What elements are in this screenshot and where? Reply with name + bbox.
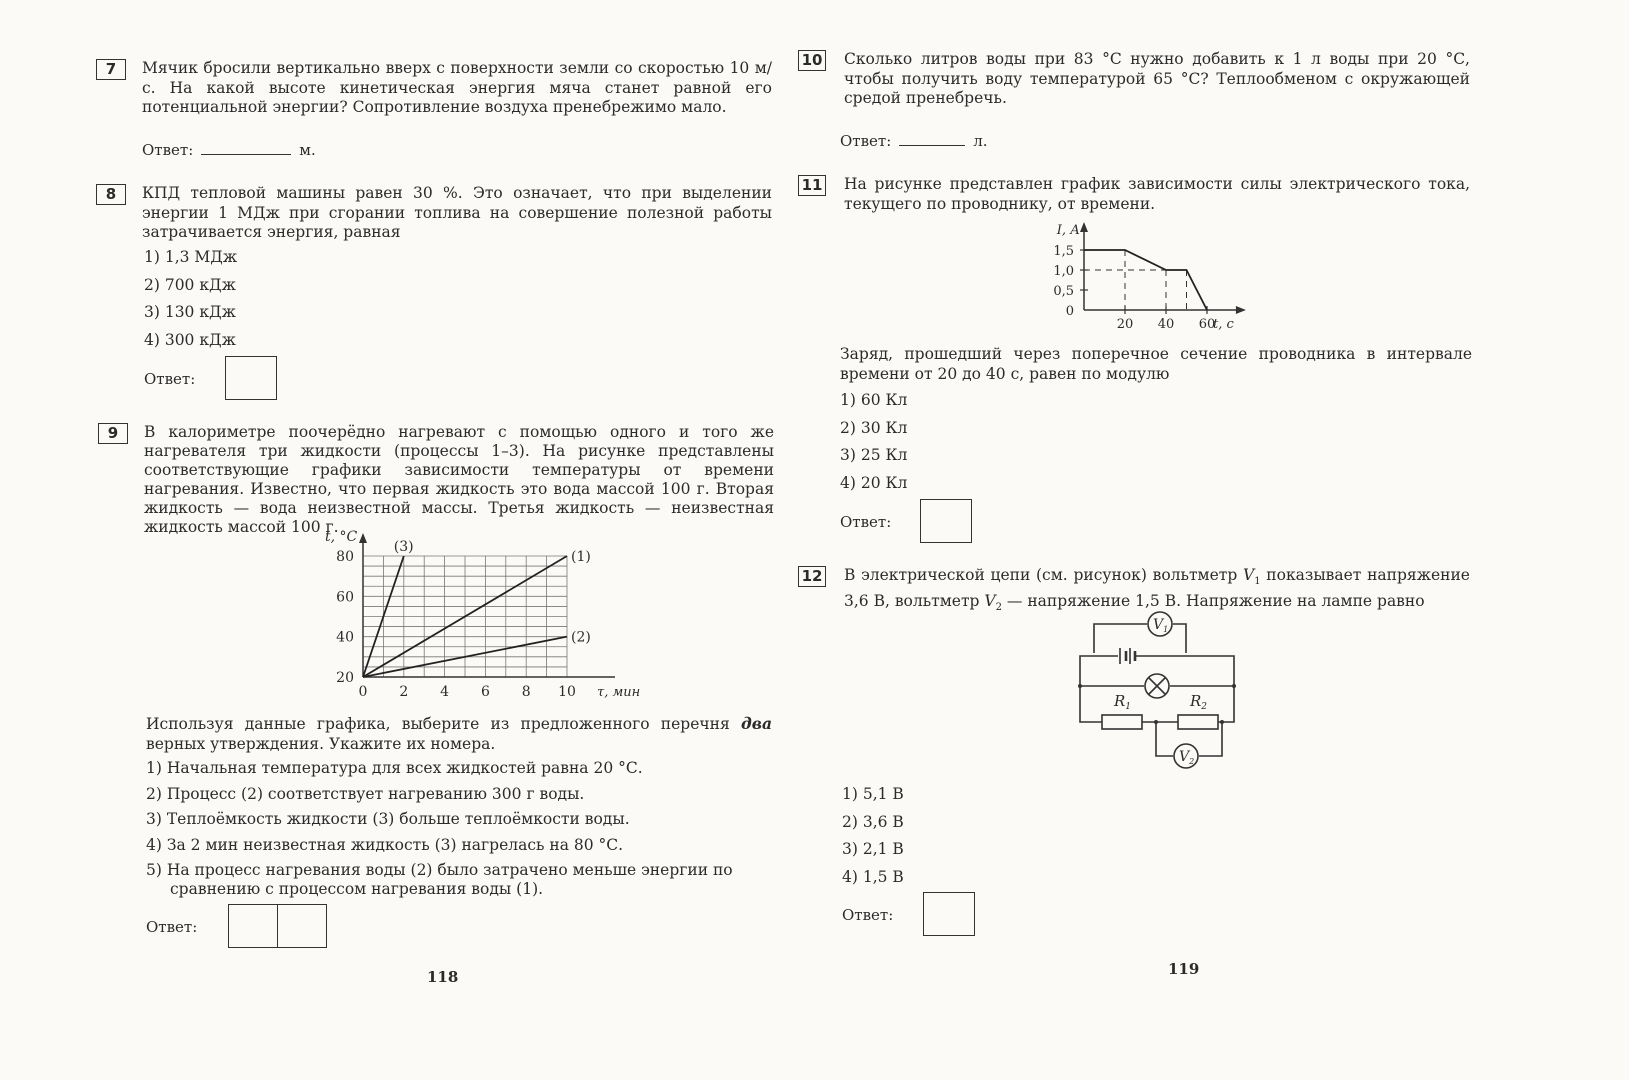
x-axis-label: t, с: [1213, 317, 1234, 332]
task-number: 7: [96, 59, 126, 80]
left-page: [0, 0, 814, 1080]
page-number: 118: [427, 968, 459, 986]
instruction-emphasis: два: [741, 714, 772, 733]
y-tick-label: 0: [1065, 304, 1074, 319]
answer-unit: м.: [299, 141, 316, 159]
chart-labels: [1053, 223, 1234, 332]
junction-dot: [1078, 684, 1082, 688]
junction-dot: [1232, 684, 1236, 688]
answer-label: Ответ:: [840, 132, 892, 150]
option[interactable]: 1) Начальная температура для всех жидкостей равна 20 °С.: [146, 759, 643, 777]
chart-series: [1084, 250, 1207, 310]
subscript: 2: [995, 601, 1002, 613]
voltmeter-1-symbol: V: [1242, 566, 1255, 584]
task-11-options: [840, 391, 907, 501]
answer-box[interactable]: [920, 499, 972, 543]
temperature-chart: [320, 527, 640, 707]
task-10-answer: [840, 131, 988, 150]
option[interactable]: 4) 20 Кл: [840, 473, 908, 492]
option[interactable]: 2) Процесс (2) соответствует нагреванию 300 г воды.: [146, 784, 585, 803]
x-tick-label: 6: [480, 684, 490, 700]
task-number: 12: [798, 566, 826, 587]
answer-label: Ответ:: [840, 513, 892, 531]
task-9-options: [146, 759, 772, 899]
task-number: 8: [96, 184, 126, 205]
task-8-options: [144, 248, 237, 358]
x-tick-label: 0: [358, 684, 368, 700]
y-axis-label: t, °С: [325, 529, 358, 545]
x-axis-arrow: [1236, 306, 1246, 314]
task-text-part: показывает напряжение 3,6 В, вольтметр: [844, 566, 1470, 610]
y-tick-label: 1,5: [1053, 244, 1074, 259]
subscript: 1: [1254, 576, 1261, 588]
y-tick-label: 20: [336, 670, 354, 686]
series-label: (2): [571, 629, 591, 646]
right-page: [801, 0, 1629, 1080]
task-text: Мячик бросили вертикально вверх с поверхности земли со скоростью 10 м/с. На какой высоте кинетическая энергия мяча станет равной его потенциальной энергии? Сопротивление воздуха пренебрежимо мало.: [142, 59, 772, 116]
task-11-question: Заряд, прошедший через поперечное сечение проводника в интервале времени от 20 до 40 с, равен по модулю: [840, 345, 1472, 383]
x-tick-label: 10: [558, 684, 576, 700]
voltmeter-2-label: $V_2$: [1179, 749, 1195, 766]
series-line: [1084, 250, 1207, 310]
y-tick-label: 60: [336, 589, 354, 606]
resistor-1-icon: [1102, 715, 1142, 729]
answer-label: Ответ:: [146, 918, 198, 936]
x-tick-label: 60: [1198, 317, 1216, 332]
option[interactable]: 3) Теплоёмкость жидкости (3) больше теплоёмкости воды.: [146, 810, 630, 828]
option[interactable]: 1) 1,3 МДж: [144, 248, 238, 266]
y-tick-label: 1,0: [1053, 264, 1074, 279]
option[interactable]: 3) 25 Кл: [840, 446, 908, 464]
circuit-diagram: [1070, 606, 1250, 776]
option[interactable]: 4) 1,5 В: [842, 867, 904, 886]
option[interactable]: 3) 130 кДж: [144, 303, 236, 321]
y-tick-label: 40: [336, 629, 354, 646]
wire: [1218, 686, 1234, 722]
task-number: 11: [798, 175, 826, 196]
wire: [1080, 686, 1102, 722]
instruction-text: Используя данные графика, выберите из предложенного перечня: [146, 715, 730, 733]
option[interactable]: 1) 5,1 В: [842, 785, 904, 803]
y-tick-label: 0,5: [1053, 284, 1074, 299]
page-number: 119: [1168, 960, 1200, 978]
task-text: На рисунке представлен график зависимости силы электрического тока, текущего по проводнику, от времени.: [844, 175, 1470, 213]
x-tick-label: 2: [399, 684, 409, 700]
option[interactable]: 2) 30 Кл: [840, 418, 908, 437]
task-number: 9: [98, 423, 128, 444]
answer-blank[interactable]: [899, 131, 965, 146]
x-tick-label: 8: [521, 684, 531, 700]
x-tick-label: 20: [1116, 317, 1134, 332]
option[interactable]: 5) На процесс нагревания воды (2) было затрачено меньше энергии по сравнению с процессом нагревания воды (1).: [146, 861, 733, 898]
series-label: (3): [393, 539, 414, 555]
x-axis-label: τ, мин: [597, 685, 640, 700]
option[interactable]: 4) За 2 мин неизвестная жидкость (3) нагрелась на 80 °С.: [146, 835, 624, 854]
task-text-part: — напряжение 1,5 В. Напряжение на лампе равно: [1006, 591, 1425, 610]
y-axis-arrow: [359, 533, 367, 543]
junction-dot: [1154, 720, 1158, 724]
junction-dot: [1220, 720, 1224, 724]
voltmeter-1-label: $V_1$: [1153, 617, 1169, 634]
option[interactable]: 4) 300 кДж: [144, 330, 236, 349]
task-number: 10: [798, 50, 826, 71]
voltmeter-2-symbol: V: [984, 591, 996, 610]
x-tick-label: 4: [440, 684, 450, 700]
answer-label: Ответ:: [842, 906, 894, 924]
task-7-answer: [142, 140, 316, 159]
task-12-options: [842, 785, 904, 895]
task-9-instruction: [146, 714, 772, 754]
resistor-2-label: $R_2$: [1190, 692, 1208, 712]
option[interactable]: 2) 3,6 В: [842, 812, 904, 831]
task-text: КПД тепловой машины равен 30 %. Это означает, что при выделении энергии 1 МДж при сгорании топлива на совершение полезной работы затрачивается энергия, равная: [142, 184, 772, 241]
option[interactable]: 3) 2,1 В: [842, 840, 904, 858]
option[interactable]: 2) 700 кДж: [144, 275, 236, 294]
current-chart: [1044, 218, 1284, 338]
task-text: Сколько литров воды при 83 °С нужно добавить к 1 л воды при 20 °С, чтобы получить воду температурой 65 °С? Теплообменом с окружающей средой пренебречь.: [844, 50, 1470, 107]
resistor-1-label: $R_1$: [1114, 692, 1132, 712]
answer-blank[interactable]: [201, 140, 291, 155]
answer-unit: л.: [973, 132, 988, 150]
wire: [1080, 656, 1118, 686]
wire: [1173, 624, 1186, 653]
resistor-2-icon: [1178, 715, 1218, 729]
wire: [1156, 722, 1173, 756]
option[interactable]: 1) 60 Кл: [840, 391, 908, 409]
series-label: (1): [571, 549, 591, 565]
wire: [1136, 656, 1234, 686]
y-tick-label: 80: [336, 549, 354, 565]
answer-label: Ответ:: [144, 370, 196, 388]
x-tick-label: 40: [1157, 317, 1175, 332]
task-text-part: В электрической цепи (см. рисунок) вольтметр: [844, 566, 1238, 584]
y-axis-label: I, А: [1056, 223, 1080, 238]
y-axis-arrow: [1080, 222, 1088, 232]
task-text: В калориметре поочерёдно нагревают с помощью одного и того же нагревателя три жидкости (процессы 1–3). На рисунке представлены соответствующие графики зависимости температуры от времени нагревания. Известно, что первая жидкость это вода массой 100 г. Вторая жидкость — вода неизвестной массы. Третья жидкость — неизвестная жидкость массой 100 г.: [144, 423, 774, 536]
answer-box[interactable]: [225, 356, 277, 400]
answer-label: Ответ:: [142, 141, 194, 159]
answer-box[interactable]: [923, 892, 975, 936]
instruction-text: верных утверждения. Укажите их номера.: [146, 734, 496, 753]
answer-box-1[interactable]: [228, 904, 278, 948]
answer-box-2[interactable]: [277, 904, 327, 948]
